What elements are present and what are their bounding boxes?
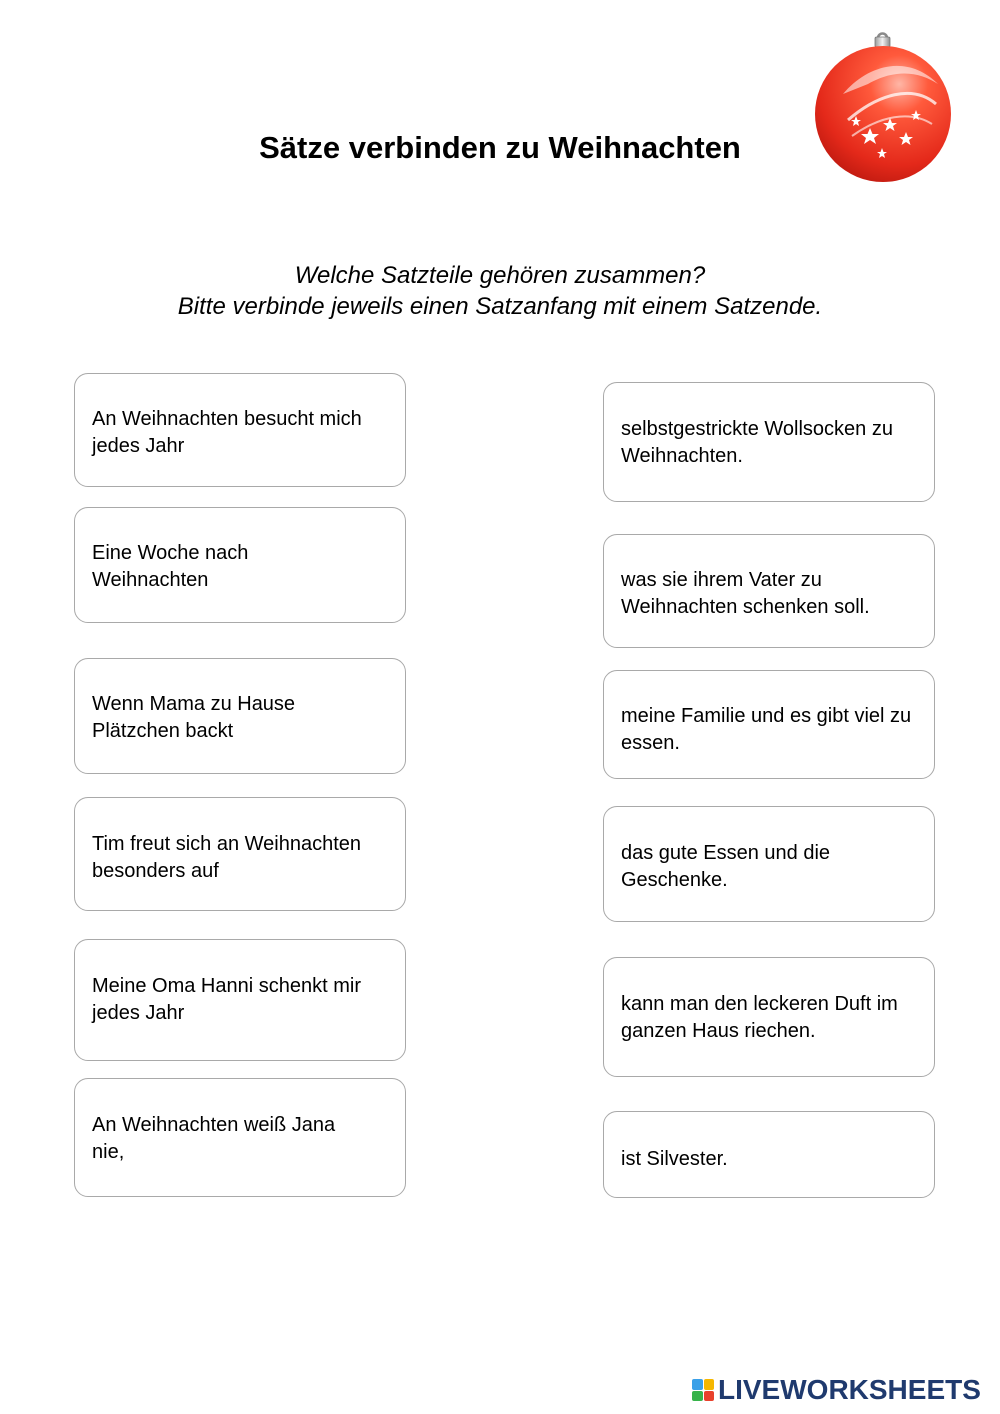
logo-square [692,1379,703,1390]
sentence-end-text: was sie ihrem Vater zu Weihnachten schenken soll. [621,569,870,618]
liveworksheets-logo-text: LIVEWORKSHEETS [718,1374,981,1405]
sentence-end-text: selbstgestrickte Wollsocken zu Weihnachten. [621,418,893,467]
sentence-end-card[interactable] [603,1111,935,1198]
sentence-start-card[interactable] [74,939,406,1061]
sentence-end-text: ist Silvester. [621,1148,728,1170]
instruction-line-2: Bitte verbinde jeweils einen Satzanfang mit einem Satzende. [177,293,823,320]
logo-square [704,1391,715,1402]
logo-square [704,1379,715,1390]
sentence-start-card[interactable] [74,507,406,623]
instruction-line-1: Welche Satzteile gehören zusammen? [294,262,706,289]
liveworksheets-logo [692,1376,981,1404]
page-title: Sätze verbinden zu Weihnachten [259,130,741,165]
sentence-start-card[interactable] [74,1078,406,1197]
sentence-start-text: Meine Oma Hanni schenkt mir jedes Jahr [92,975,361,1024]
sentence-end-card[interactable] [603,382,935,502]
sentence-start-card[interactable] [74,373,406,487]
sentence-start-card[interactable] [74,797,406,911]
liveworksheets-logo-icon [692,1379,714,1401]
sentence-start-text: Eine Woche nach Weihnachten [92,542,249,591]
logo-square [692,1391,703,1402]
sentence-start-text: Wenn Mama zu Hause Plätzchen backt [92,693,296,742]
sentence-start-text: An Weihnachten besucht mich jedes Jahr [92,408,362,457]
sentence-start-text: An Weihnachten weiß Jana nie, [92,1114,336,1163]
sentence-end-text: kann man den leckeren Duft im ganzen Haus riechen. [621,993,898,1042]
sentence-end-card[interactable] [603,806,935,922]
sentence-start-card[interactable] [74,658,406,774]
sentence-end-card[interactable] [603,670,935,779]
christmas-ornament-icon [808,24,958,186]
sentence-start-text: Tim freut sich an Weihnachten besonders auf [92,833,362,882]
sentence-end-card[interactable] [603,534,935,648]
sentence-end-text: meine Familie und es gibt viel zu essen. [621,705,912,754]
sentence-end-card[interactable] [603,957,935,1077]
sentence-end-text: das gute Essen und die Geschenke. [621,842,831,891]
instructions [0,260,1000,322]
